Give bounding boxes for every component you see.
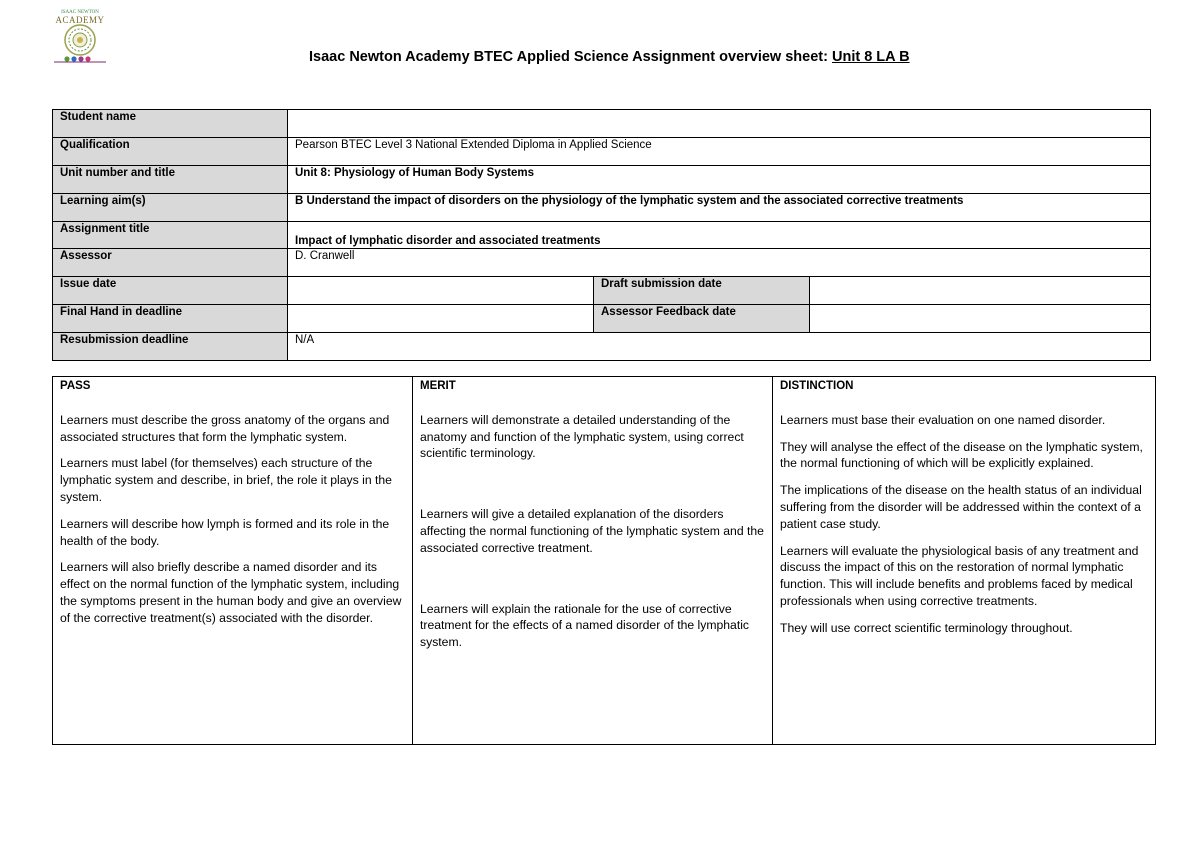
feedback-date-field[interactable] [810, 305, 1151, 333]
logo-emblem-icon [52, 8, 108, 66]
merit-criterion-2: Learners will give a detailed explanation of the disorders affecting the normal functioning of the lymphatic system and the associated corrective treatment. [420, 507, 764, 555]
student-name-label: Student name [53, 110, 288, 138]
issue-date-label: Issue date [53, 277, 288, 305]
row-learning-aim [53, 194, 1151, 222]
merit-heading: MERIT [420, 380, 456, 392]
row-assignment-title [53, 222, 1151, 249]
learning-aim-label: Learning aim(s) [53, 194, 288, 222]
student-name-field[interactable] [288, 110, 1151, 138]
qualification-label: Qualification [53, 138, 288, 166]
page-title [309, 49, 910, 65]
academy-logo [52, 8, 108, 66]
pass-criterion-4: Learners will also briefly describe a named disorder and its effect on the normal function of the lymphatic system, including the symptoms present in the human body and give an overview of the corrective treatment(s) associated with the disorder. [60, 560, 402, 625]
distinction-criterion-1: Learners must base their evaluation on one named disorder. [780, 412, 1106, 427]
pass-column [53, 377, 413, 745]
issue-date-field[interactable] [288, 277, 594, 305]
row-resubmission [53, 333, 1151, 361]
learning-aim-value: B Understand the impact of disorders on the physiology of the lymphatic system and the associated corrective treatments [288, 194, 1151, 222]
pass-criterion-1: Learners must describe the gross anatomy of the organs and associated structures that form the lymphatic system. [60, 412, 390, 444]
row-assessor [53, 249, 1151, 277]
assessor-value: D. Cranwell [288, 249, 1151, 277]
logo-top-text: ISAAC NEWTON [61, 10, 99, 15]
unit-label: Unit number and title [53, 166, 288, 194]
assessor-label: Assessor [53, 249, 288, 277]
qualification-value: Pearson BTEC Level 3 National Extended Diploma in Applied Science [288, 138, 1151, 166]
distinction-criterion-5: They will use correct scientific terminology throughout. [780, 620, 1073, 635]
merit-criterion-1: Learners will demonstrate a detailed understanding of the anatomy and function of the lymphatic system, using correct scientific terminology. [420, 412, 744, 461]
final-deadline-field[interactable] [288, 305, 594, 333]
resubmission-label: Resubmission deadline [53, 333, 288, 361]
row-qualification [53, 138, 1151, 166]
assignment-info-table [52, 109, 1151, 361]
pass-criterion-2: Learners must label (for themselves) each structure of the lymphatic system and describe, in brief, the role it plays in the system. [60, 456, 392, 504]
pass-criterion-3: Learners will describe how lymph is formed and its role in the health of the body. [60, 516, 390, 548]
logo-name: ACADEMY [55, 15, 105, 25]
row-issue-draft [53, 277, 1151, 305]
distinction-column [773, 377, 1156, 745]
assignment-title-label: Assignment title [53, 222, 288, 249]
draft-submission-field[interactable] [810, 277, 1151, 305]
row-unit [53, 166, 1151, 194]
title-unit: Unit 8 LA B [831, 49, 910, 65]
distinction-heading: DISTINCTION [780, 380, 854, 392]
pass-heading: PASS [60, 380, 91, 392]
row-final-feedback [53, 305, 1151, 333]
title-prefix: Isaac Newton Academy BTEC Applied Science Assignment overview sheet: [309, 49, 832, 65]
distinction-criterion-2: They will analyse the effect of the disease on the lymphatic system, the normal functioning of which will be explicitly explained. [780, 439, 1143, 471]
row-student-name [53, 110, 1151, 138]
final-deadline-label: Final Hand in deadline [53, 305, 288, 333]
feedback-date-label: Assessor Feedback date [594, 305, 810, 333]
merit-column [413, 377, 773, 745]
resubmission-value: N/A [288, 333, 1151, 361]
grading-criteria-table [52, 376, 1156, 745]
unit-value: Unit 8: Physiology of Human Body Systems [288, 166, 1151, 194]
assignment-title-value: Impact of lymphatic disorder and associated treatments [288, 222, 1151, 249]
draft-submission-label: Draft submission date [594, 277, 810, 305]
merit-criterion-3: Learners will explain the rationale for the use of corrective treatment for the effects of a named disorder of the lymphatic system. [420, 601, 750, 650]
distinction-criterion-3: The implications of the disease on the health status of an individual suffering from the disorder will be addressed within the context of a patient case study. [780, 483, 1142, 531]
distinction-criterion-4: Learners will evaluate the physiological basis of any treatment and discuss the impact of this on the restoration of normal lymphatic function. This will include benefits and problems faced by medical professionals when using corrective treatments. [780, 543, 1139, 608]
